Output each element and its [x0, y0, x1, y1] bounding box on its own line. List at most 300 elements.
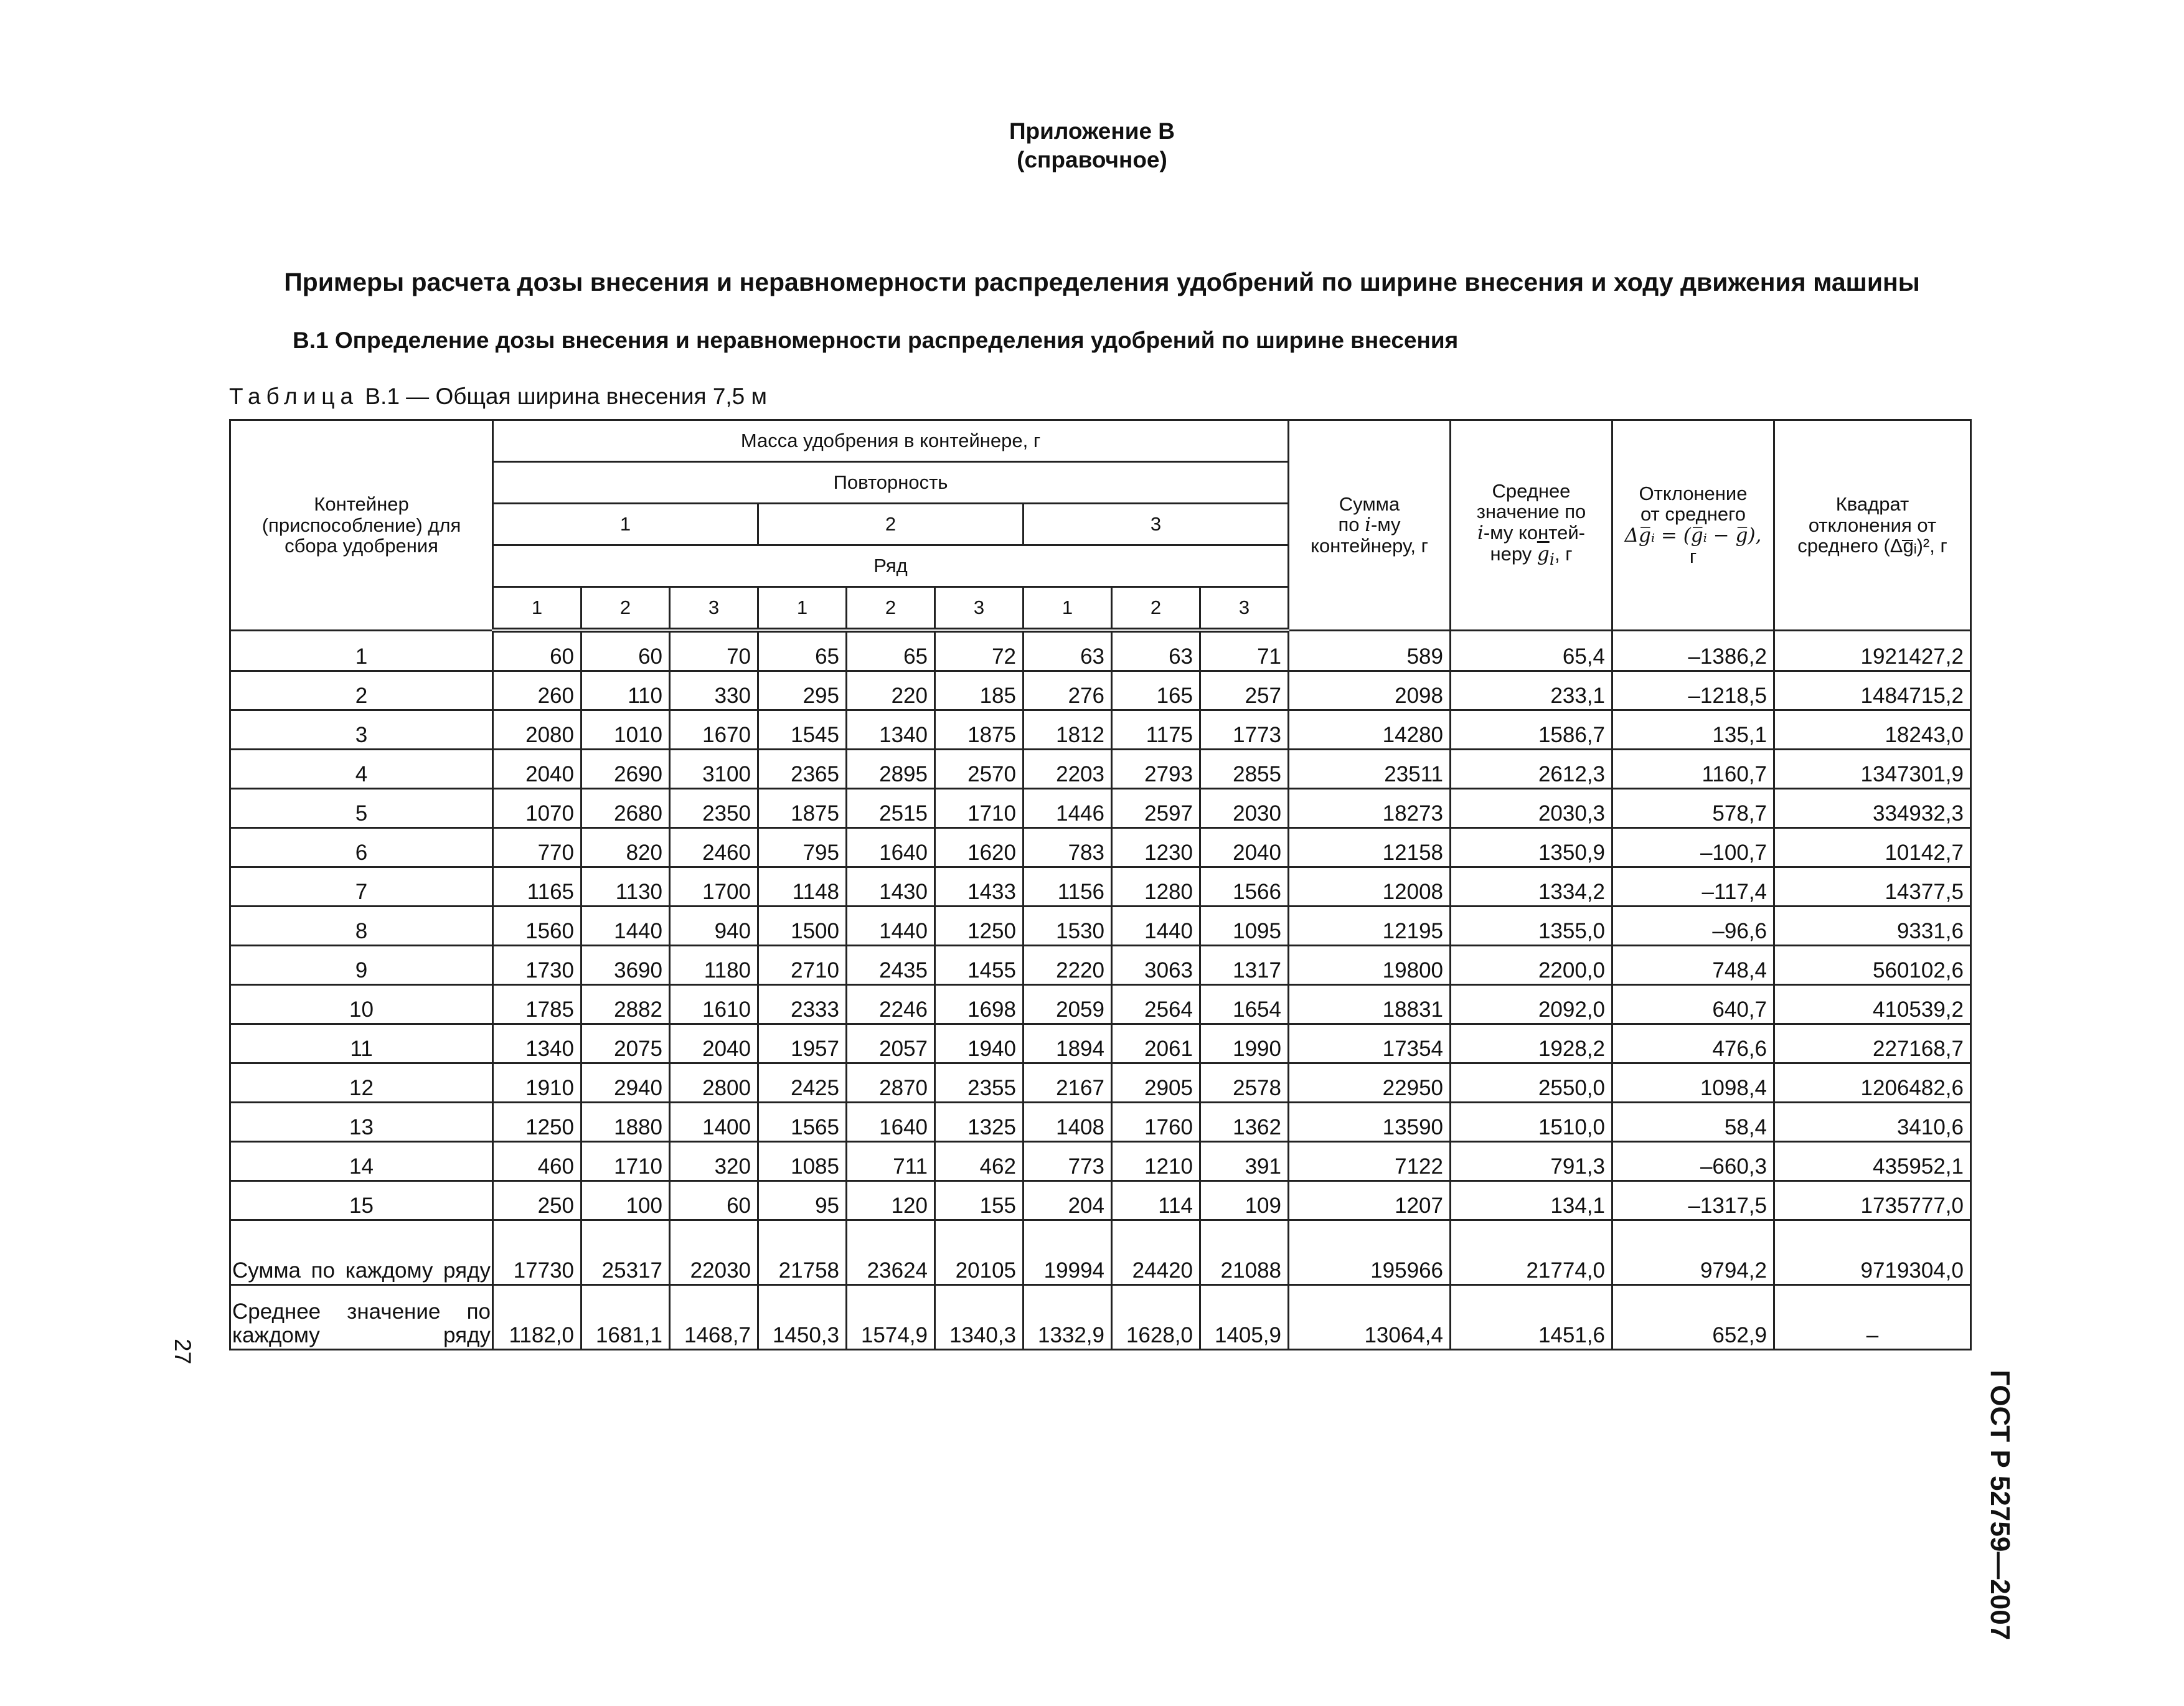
- table-cell: 2855: [1200, 750, 1289, 789]
- table-cell: 3100: [670, 750, 758, 789]
- table-cell: 2940: [581, 1063, 670, 1103]
- table-cell: –1317,5: [1612, 1181, 1774, 1220]
- header-row-number: 2: [1112, 587, 1200, 631]
- table-caption: [229, 384, 767, 410]
- table-cell: 2800: [670, 1063, 758, 1103]
- header-sum-line2a: по: [1338, 514, 1365, 536]
- header-sum-index: i: [1365, 514, 1372, 537]
- header-row-number: 3: [935, 587, 1024, 631]
- header-square: [1774, 420, 1971, 631]
- table-row: [230, 867, 1971, 907]
- table-cell: 1070: [493, 789, 581, 828]
- table-cell: 1894: [1024, 1024, 1112, 1063]
- table-cell: 72: [935, 630, 1024, 671]
- table-cell: 1156: [1024, 867, 1112, 907]
- table-cell: 13064,4: [1289, 1285, 1451, 1350]
- table-cell: 2061: [1112, 1024, 1200, 1063]
- table-cell: 2040: [670, 1024, 758, 1063]
- container-number-cell: 2: [230, 671, 493, 710]
- table-cell: 1085: [758, 1142, 847, 1181]
- header-row-number: 1: [493, 587, 581, 631]
- table-cell: 1206482,6: [1774, 1063, 1971, 1103]
- table-cell: 295: [758, 671, 847, 710]
- table-cell: 18243,0: [1774, 710, 1971, 750]
- table-cell: 19994: [1024, 1220, 1112, 1285]
- page-number: 27: [170, 1339, 195, 1365]
- sum-row-label: Сумма по каждому ряду: [230, 1220, 493, 1285]
- table-cell: 260: [493, 671, 581, 710]
- sum-row: [230, 1220, 1971, 1285]
- table-cell: 14280: [1289, 710, 1451, 750]
- table-cell: 1785: [493, 985, 581, 1024]
- header-square-line2: отклонения от: [1808, 514, 1937, 536]
- container-number-cell: 5: [230, 789, 493, 828]
- header-square-line1: Квадрат: [1835, 493, 1909, 516]
- table-cell: 1545: [758, 710, 847, 750]
- header-repeat-3: 3: [1024, 504, 1289, 545]
- header-row-number: 1: [758, 587, 847, 631]
- table-cell: 410539,2: [1774, 985, 1971, 1024]
- container-number-cell: 6: [230, 828, 493, 867]
- table-cell: 748,4: [1612, 946, 1774, 985]
- table-cell: 1451,6: [1451, 1285, 1612, 1350]
- table-cell: 60: [493, 630, 581, 671]
- table-cell: 60: [581, 630, 670, 671]
- header-sum-line1: Сумма: [1339, 492, 1400, 515]
- table-cell: 12158: [1289, 828, 1451, 867]
- container-number-cell: 14: [230, 1142, 493, 1181]
- table-cell: 9719304,0: [1774, 1220, 1971, 1285]
- table-cell: 14377,5: [1774, 867, 1971, 907]
- header-repeat-1: 1: [493, 504, 758, 545]
- table-cell: 2246: [847, 985, 935, 1024]
- table-cell: –117,4: [1612, 867, 1774, 907]
- table-cell: 17354: [1289, 1024, 1451, 1063]
- table-cell: 770: [493, 828, 581, 867]
- table-cell: 12195: [1289, 907, 1451, 946]
- table-cell: 1928,2: [1451, 1024, 1612, 1063]
- table-cell: 791,3: [1451, 1142, 1612, 1181]
- table-cell: 1450,3: [758, 1285, 847, 1350]
- table-cell: 1325: [935, 1103, 1024, 1142]
- table-cell: 20105: [935, 1220, 1024, 1285]
- table-cell: 233,1: [1451, 671, 1612, 710]
- container-number-cell: 12: [230, 1063, 493, 1103]
- table-cell: 1510,0: [1451, 1103, 1612, 1142]
- table-cell: 22950: [1289, 1063, 1451, 1103]
- container-number-cell: 7: [230, 867, 493, 907]
- table-cell: 63: [1024, 630, 1112, 671]
- header-deviation-line1: Отклонение: [1639, 482, 1748, 504]
- table-cell: 820: [581, 828, 670, 867]
- table-cell: 1468,7: [670, 1285, 758, 1350]
- table-cell: 1560: [493, 907, 581, 946]
- table-cell: 1334,2: [1451, 867, 1612, 907]
- container-number-cell: 15: [230, 1181, 493, 1220]
- header-mean-index: i: [1477, 521, 1484, 544]
- table-cell: 24420: [1112, 1220, 1200, 1285]
- table-cell: 2057: [847, 1024, 935, 1063]
- table-cell: 1148: [758, 867, 847, 907]
- table-cell: 195966: [1289, 1220, 1451, 1285]
- table-cell: 330: [670, 671, 758, 710]
- table-row: [230, 1181, 1971, 1220]
- container-number-cell: 1: [230, 630, 493, 671]
- table-cell: 1735777,0: [1774, 1181, 1971, 1220]
- table-cell: 1430: [847, 867, 935, 907]
- table-cell: 2333: [758, 985, 847, 1024]
- table-cell: 9331,6: [1774, 907, 1971, 946]
- table-cell: 155: [935, 1181, 1024, 1220]
- table-cell: 2203: [1024, 750, 1112, 789]
- table-cell: 2680: [581, 789, 670, 828]
- table-cell: 640,7: [1612, 985, 1774, 1024]
- table-cell: 1405,9: [1200, 1285, 1289, 1350]
- header-mass: Масса удобрения в контейнере, г: [493, 420, 1289, 462]
- table-cell: 1175: [1112, 710, 1200, 750]
- table-cell: 1210: [1112, 1142, 1200, 1181]
- table-cell: 1340: [493, 1024, 581, 1063]
- table-cell: 940: [670, 907, 758, 946]
- table-cell: 1957: [758, 1024, 847, 1063]
- table-caption-text: — Общая ширина внесения 7,5 м: [399, 384, 767, 409]
- table-cell: 1640: [847, 828, 935, 867]
- table-row: [230, 750, 1971, 789]
- table-cell: 2570: [935, 750, 1024, 789]
- table-cell: 773: [1024, 1142, 1112, 1181]
- table-cell: 10142,7: [1774, 828, 1971, 867]
- table-cell: –96,6: [1612, 907, 1774, 946]
- table-cell: 21774,0: [1451, 1220, 1612, 1285]
- table-cell: 134,1: [1451, 1181, 1612, 1220]
- table-cell: 3410,6: [1774, 1103, 1971, 1142]
- table-cell: 1332,9: [1024, 1285, 1112, 1350]
- table-cell: 13590: [1289, 1103, 1451, 1142]
- table-cell: 1340: [847, 710, 935, 750]
- table-cell: 1317: [1200, 946, 1289, 985]
- container-number-cell: 13: [230, 1103, 493, 1142]
- table-cell: 1670: [670, 710, 758, 750]
- table-cell: 2895: [847, 750, 935, 789]
- table-cell: 63: [1112, 630, 1200, 671]
- table-cell: 2220: [1024, 946, 1112, 985]
- table-cell: 2425: [758, 1063, 847, 1103]
- table-cell: 578,7: [1612, 789, 1774, 828]
- table-cell: 1095: [1200, 907, 1289, 946]
- table-cell: 1130: [581, 867, 670, 907]
- table-cell: 3690: [581, 946, 670, 985]
- table-cell: 25317: [581, 1220, 670, 1285]
- table-cell: 2167: [1024, 1063, 1112, 1103]
- table-cell: 1875: [935, 710, 1024, 750]
- table-cell: 1484715,2: [1774, 671, 1971, 710]
- header-deviation-unit: г: [1689, 545, 1697, 568]
- table-cell: 435952,1: [1774, 1142, 1971, 1181]
- table-cell: 110: [581, 671, 670, 710]
- table-cell: 560102,6: [1774, 946, 1971, 985]
- table-cell: –: [1774, 1285, 1971, 1350]
- table-cell: 18273: [1289, 789, 1451, 828]
- table-cell: 2098: [1289, 671, 1451, 710]
- table-cell: 23624: [847, 1220, 935, 1285]
- table-cell: 250: [493, 1181, 581, 1220]
- table-cell: 1710: [581, 1142, 670, 1181]
- table-cell: 1347301,9: [1774, 750, 1971, 789]
- container-number-cell: 3: [230, 710, 493, 750]
- table-cell: 1628,0: [1112, 1285, 1200, 1350]
- table-cell: 1880: [581, 1103, 670, 1142]
- table-cell: 12008: [1289, 867, 1451, 907]
- table-cell: 1230: [1112, 828, 1200, 867]
- table-caption-number: В.1: [365, 384, 400, 409]
- table-row: [230, 985, 1971, 1024]
- table-cell: 1350,9: [1451, 828, 1612, 867]
- table-cell: 2690: [581, 750, 670, 789]
- header-mean-line1: Среднее: [1492, 480, 1571, 502]
- table-cell: –1218,5: [1612, 671, 1774, 710]
- header-mean-unit: , г: [1554, 543, 1573, 565]
- table-row: [230, 907, 1971, 946]
- table-cell: 589: [1289, 630, 1451, 671]
- table-cell: 2550,0: [1451, 1063, 1612, 1103]
- table-cell: 2564: [1112, 985, 1200, 1024]
- container-number-cell: 9: [230, 946, 493, 985]
- table-cell: 2075: [581, 1024, 670, 1063]
- table-cell: 109: [1200, 1181, 1289, 1220]
- table-cell: 2460: [670, 828, 758, 867]
- table-cell: 1640: [847, 1103, 935, 1142]
- header-deviation: [1612, 420, 1774, 631]
- table-cell: 391: [1200, 1142, 1289, 1181]
- main-heading: Примеры расчета дозы внесения и неравномерности распределения удобрений по ширине внесения и ходу движения машины: [284, 268, 1920, 296]
- table-cell: 165: [1112, 671, 1200, 710]
- table-cell: 1566: [1200, 867, 1289, 907]
- appendix-title: Приложение В: [1009, 118, 1175, 144]
- table-cell: 9794,2: [1612, 1220, 1774, 1285]
- container-number-cell: 4: [230, 750, 493, 789]
- table-cell: 1098,4: [1612, 1063, 1774, 1103]
- table-cell: 2080: [493, 710, 581, 750]
- table-cell: 17730: [493, 1220, 581, 1285]
- table-cell: 1207: [1289, 1181, 1451, 1220]
- table-cell: 2515: [847, 789, 935, 828]
- table-cell: 2350: [670, 789, 758, 828]
- table-cell: 2710: [758, 946, 847, 985]
- header-repeat: Повторность: [493, 462, 1289, 504]
- table-cell: 1698: [935, 985, 1024, 1024]
- table-cell: 1760: [1112, 1103, 1200, 1142]
- table-cell: 2578: [1200, 1063, 1289, 1103]
- table-cell: 460: [493, 1142, 581, 1181]
- table-cell: 1280: [1112, 867, 1200, 907]
- table-cell: 334932,3: [1774, 789, 1971, 828]
- table-cell: 227168,7: [1774, 1024, 1971, 1063]
- table-cell: 2200,0: [1451, 946, 1612, 985]
- table-cell: 2612,3: [1451, 750, 1612, 789]
- table-cell: 204: [1024, 1181, 1112, 1220]
- table-cell: 1500: [758, 907, 847, 946]
- table-caption-prefix: Таблица: [229, 384, 359, 409]
- table-cell: 2793: [1112, 750, 1200, 789]
- table-cell: 71: [1200, 630, 1289, 671]
- table-cell: 320: [670, 1142, 758, 1181]
- header-sum-line3: контейнеру, г: [1311, 535, 1428, 557]
- table-cell: 1433: [935, 867, 1024, 907]
- table-cell: 1250: [935, 907, 1024, 946]
- table-cell: –1386,2: [1612, 630, 1774, 671]
- table-cell: 70: [670, 630, 758, 671]
- table-cell: 1812: [1024, 710, 1112, 750]
- table-cell: 1586,7: [1451, 710, 1612, 750]
- header-mean-line3: -му контей-: [1483, 521, 1586, 544]
- table-cell: 220: [847, 671, 935, 710]
- table-cell: 1362: [1200, 1103, 1289, 1142]
- table-cell: 65: [847, 630, 935, 671]
- table-cell: 1180: [670, 946, 758, 985]
- table-cell: –100,7: [1612, 828, 1774, 867]
- header-sum: [1289, 420, 1451, 631]
- table-cell: 114: [1112, 1181, 1200, 1220]
- table-cell: 1400: [670, 1103, 758, 1142]
- table-cell: 711: [847, 1142, 935, 1181]
- table-cell: 1440: [581, 907, 670, 946]
- mean-row: [230, 1285, 1971, 1350]
- table-cell: 1875: [758, 789, 847, 828]
- table-cell: 1355,0: [1451, 907, 1612, 946]
- table-row: [230, 1024, 1971, 1063]
- header-row-number: 2: [581, 587, 670, 631]
- header-container: Контейнер (приспособление) для сбора удобрения: [230, 420, 493, 631]
- table-cell: 1730: [493, 946, 581, 985]
- table-cell: 1408: [1024, 1103, 1112, 1142]
- header-deviation-line2: от среднего: [1640, 503, 1746, 525]
- table-cell: 1681,1: [581, 1285, 670, 1350]
- document-code: ГОСТ Р 52759—2007: [1985, 1370, 2015, 1641]
- table-cell: 18831: [1289, 985, 1451, 1024]
- table-cell: 462: [935, 1142, 1024, 1181]
- table-cell: 1654: [1200, 985, 1289, 1024]
- table-cell: 21758: [758, 1220, 847, 1285]
- table-cell: 476,6: [1612, 1024, 1774, 1063]
- table-cell: 1710: [935, 789, 1024, 828]
- table-cell: –660,3: [1612, 1142, 1774, 1181]
- table-row: [230, 1142, 1971, 1181]
- table-cell: 2092,0: [1451, 985, 1612, 1024]
- table-cell: 783: [1024, 828, 1112, 867]
- container-number-cell: 11: [230, 1024, 493, 1063]
- table-cell: 1440: [1112, 907, 1200, 946]
- table-cell: 1340,3: [935, 1285, 1024, 1350]
- table-cell: 2355: [935, 1063, 1024, 1103]
- table-row: [230, 1063, 1971, 1103]
- table-cell: 2030: [1200, 789, 1289, 828]
- table-cell: 1440: [847, 907, 935, 946]
- table-cell: 2059: [1024, 985, 1112, 1024]
- table-cell: 795: [758, 828, 847, 867]
- header-mean-line2: значение по: [1476, 501, 1586, 523]
- table-cell: 1773: [1200, 710, 1289, 750]
- table-cell: 1700: [670, 867, 758, 907]
- header-row-number: 3: [670, 587, 758, 631]
- table-cell: 65: [758, 630, 847, 671]
- header-row-number: 1: [1024, 587, 1112, 631]
- table-cell: 2030,3: [1451, 789, 1612, 828]
- header-sum-line2b: -му: [1371, 514, 1401, 536]
- header-repeat-2: 2: [758, 504, 1024, 545]
- appendix-subtitle: (справочное): [1017, 147, 1167, 172]
- header-row-group: Ряд: [493, 545, 1289, 587]
- table-cell: 1530: [1024, 907, 1112, 946]
- table-cell: 19800: [1289, 946, 1451, 985]
- table-cell: 1620: [935, 828, 1024, 867]
- table-row: [230, 630, 1971, 671]
- table-cell: 1446: [1024, 789, 1112, 828]
- data-table: [229, 419, 1972, 1350]
- table-cell: 2597: [1112, 789, 1200, 828]
- table-cell: 120: [847, 1181, 935, 1220]
- table-cell: 60: [670, 1181, 758, 1220]
- table-cell: 135,1: [1612, 710, 1774, 750]
- header-mean-symbol: $\overline{g}$: [1537, 543, 1550, 566]
- table-cell: 95: [758, 1181, 847, 1220]
- table-cell: 1565: [758, 1103, 847, 1142]
- table-cell: 22030: [670, 1220, 758, 1285]
- table-cell: 1921427,2: [1774, 630, 1971, 671]
- table-cell: 1574,9: [847, 1285, 935, 1350]
- table-cell: 21088: [1200, 1220, 1289, 1285]
- table-cell: 7122: [1289, 1142, 1451, 1181]
- table-cell: 58,4: [1612, 1103, 1774, 1142]
- table-cell: 1940: [935, 1024, 1024, 1063]
- table-row: [230, 828, 1971, 867]
- table-cell: 1910: [493, 1063, 581, 1103]
- table-cell: 2905: [1112, 1063, 1200, 1103]
- table-cell: 1010: [581, 710, 670, 750]
- table-cell: 1182,0: [493, 1285, 581, 1350]
- table-row: [230, 789, 1971, 828]
- table-cell: 652,9: [1612, 1285, 1774, 1350]
- table-cell: 1990: [1200, 1024, 1289, 1063]
- table-cell: 100: [581, 1181, 670, 1220]
- table-row: [230, 671, 1971, 710]
- table-cell: 1250: [493, 1103, 581, 1142]
- header-row-number: 2: [847, 587, 935, 631]
- table-cell: 2435: [847, 946, 935, 985]
- table-cell: 2040: [1200, 828, 1289, 867]
- table-cell: 2870: [847, 1063, 935, 1103]
- table-row: [230, 946, 1971, 985]
- table-cell: 257: [1200, 671, 1289, 710]
- mean-row-label: Среднее значение по каждому ряду: [230, 1285, 493, 1350]
- table-cell: 2365: [758, 750, 847, 789]
- table-row: [230, 1103, 1971, 1142]
- table-cell: 3063: [1112, 946, 1200, 985]
- container-number-cell: 8: [230, 907, 493, 946]
- header-deviation-formula: Δg̅ᵢ = (g̅ᵢ − g̅),: [1624, 524, 1762, 547]
- header-row-number: 3: [1200, 587, 1289, 631]
- table-cell: 65,4: [1451, 630, 1612, 671]
- header-mean-subscript: i: [1549, 550, 1555, 570]
- table-cell: 185: [935, 671, 1024, 710]
- table-cell: 23511: [1289, 750, 1451, 789]
- table-cell: 1455: [935, 946, 1024, 985]
- table-cell: 276: [1024, 671, 1112, 710]
- table-cell: 2882: [581, 985, 670, 1024]
- table-cell: 1165: [493, 867, 581, 907]
- header-square-line3: среднего (Δg̅ᵢ)², г: [1797, 534, 1947, 557]
- header-mean-line4: неру: [1490, 543, 1537, 565]
- table-cell: 1160,7: [1612, 750, 1774, 789]
